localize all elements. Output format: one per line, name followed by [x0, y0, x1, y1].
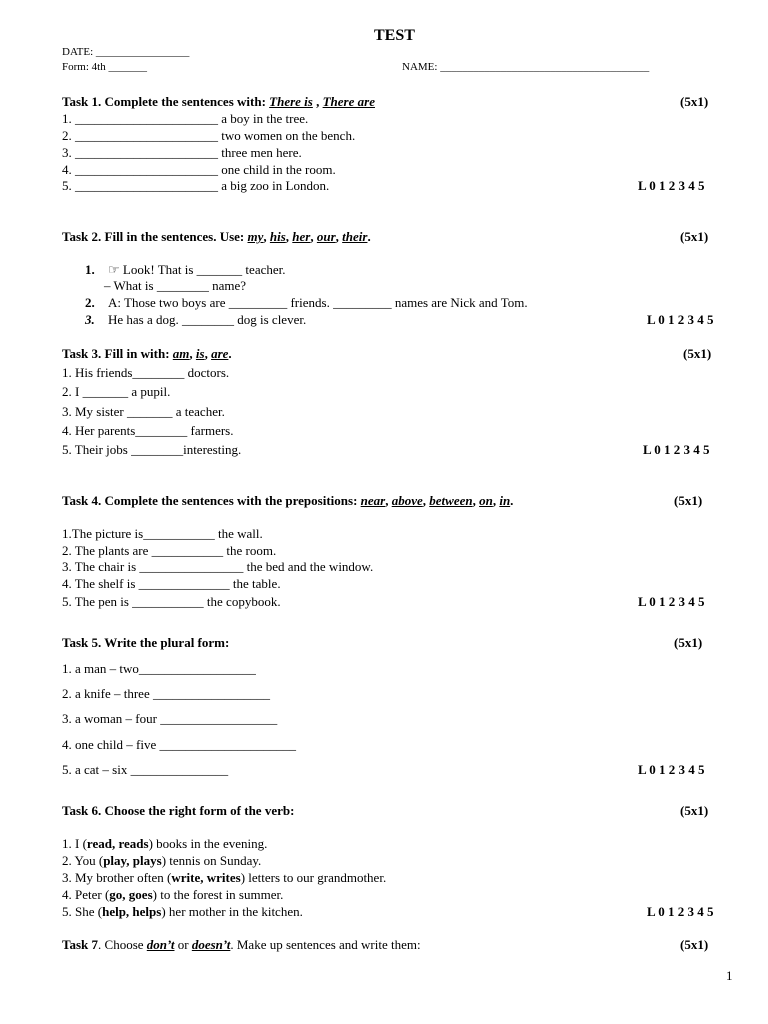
task3-line: 3. My sister _______ a teacher.	[62, 404, 225, 419]
task5-grade: L 0 1 2 3 4 5	[638, 762, 705, 777]
task4-line: 3. The chair is ________________ the bed and the window.	[62, 559, 374, 574]
task4-line: 2. The plants are ___________ the room.	[62, 543, 277, 558]
task6-line: 4. Peter (go, goes) to the forest in summer.	[62, 887, 284, 902]
task6-line: 1. I (read, reads) books in the evening.	[62, 836, 268, 851]
task6-line: 3. My brother often (write, writes) letters to our grandmother.	[62, 870, 387, 885]
task4-line: 1.The picture is___________ the wall.	[62, 526, 263, 541]
task2-line: A: Those two boys are _________ friends. _________ names are Nick and Tom.	[108, 295, 528, 310]
task1-line: 5. ______________________ a big zoo in London.	[62, 178, 330, 193]
task1-line: 2. ______________________ two women on the bench.	[62, 128, 356, 143]
task1-heading: Task 1. Complete the sentences with: There is , There are	[62, 94, 375, 109]
task4-score: (5x1)	[674, 493, 703, 508]
task5-line: 4. one child – five _____________________	[62, 737, 296, 752]
task3-grade: L 0 1 2 3 4 5	[643, 442, 710, 457]
task4-line: 5. The pen is ___________ the copybook.	[62, 594, 281, 609]
task7-heading: Task 7. Choose don’t or doesn’t. Make up sentences and write them:	[62, 937, 421, 952]
task6-score: (5x1)	[680, 803, 709, 818]
task4-heading: Task 4. Complete the sentences with the prepositions: near, above, between, on, in.	[62, 493, 514, 508]
task6-heading: Task 6. Choose the right form of the verb:	[62, 803, 295, 818]
task2-line: ☞ Look! That is _______ teacher.	[108, 262, 286, 277]
task5-line: 3. a woman – four __________________	[62, 711, 278, 726]
page-title: TEST	[374, 27, 415, 44]
task6-grade: L 0 1 2 3 4 5	[647, 904, 714, 919]
task2-grade: L 0 1 2 3 4 5	[647, 312, 714, 327]
task5-score: (5x1)	[674, 635, 703, 650]
task5-line: 1. a man – two__________________	[62, 661, 256, 676]
task1-line: 1. ______________________ a boy in the tree.	[62, 111, 309, 126]
task5-line: 5. a cat – six _______________	[62, 762, 229, 777]
task2-line: He has a dog. ________ dog is clever.	[108, 312, 307, 327]
task2-score: (5x1)	[680, 229, 709, 244]
form-field: Form: 4th _______	[62, 61, 147, 73]
task2-num: 1.	[85, 262, 95, 277]
task2-line: – What is ________ name?	[104, 278, 247, 293]
name-field: NAME: ______________________________________	[402, 61, 650, 73]
task1-score: (5x1)	[680, 94, 709, 109]
task2-heading: Task 2. Fill in the sentences. Use: my, his, her, our, their.	[62, 229, 371, 244]
task7-score: (5x1)	[680, 937, 709, 952]
task2-num: 2.	[85, 295, 95, 310]
task6-line: 5. She (help, helps) her mother in the kitchen.	[62, 904, 303, 919]
task5-heading: Task 5. Write the plural form:	[62, 635, 230, 650]
task3-line: 5. Their jobs ________interesting.	[62, 442, 242, 457]
task1-line: 4. ______________________ one child in the room.	[62, 162, 336, 177]
task4-grade: L 0 1 2 3 4 5	[638, 594, 705, 609]
task2-num: 3.	[85, 312, 95, 327]
page-number: 1	[726, 968, 733, 983]
task3-score: (5x1)	[683, 346, 712, 361]
task3-line: 1. His friends________ doctors.	[62, 365, 230, 380]
task3-line: 2. I _______ a pupil.	[62, 384, 171, 399]
task3-heading: Task 3. Fill in with: am, is, are.	[62, 346, 232, 361]
task5-line: 2. a knife – three __________________	[62, 686, 270, 701]
task3-line: 4. Her parents________ farmers.	[62, 423, 234, 438]
task6-line: 2. You (play, plays) tennis on Sunday.	[62, 853, 262, 868]
task4-line: 4. The shelf is ______________ the table.	[62, 576, 281, 591]
task1-line: 3. ______________________ three men here.	[62, 145, 302, 160]
date-field: DATE: _________________	[62, 46, 190, 58]
task1-grade: L 0 1 2 3 4 5	[638, 178, 705, 193]
